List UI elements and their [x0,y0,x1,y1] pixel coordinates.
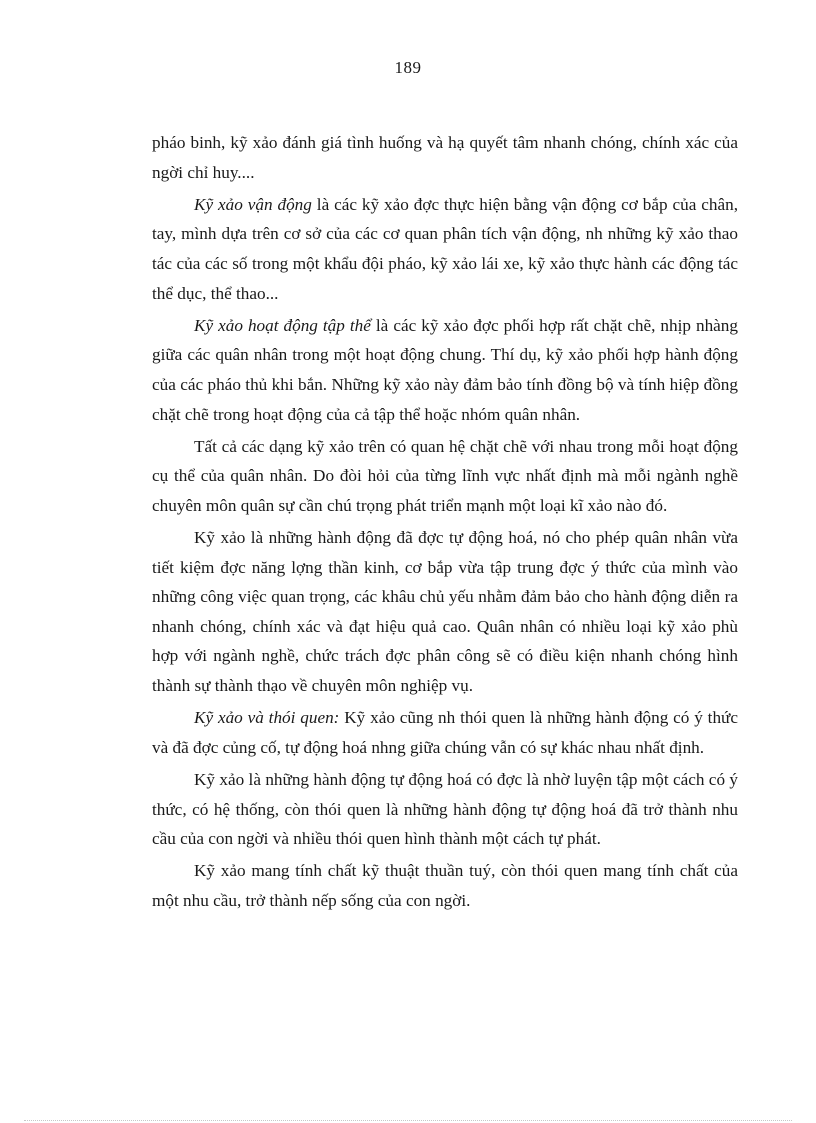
paragraph-1: pháo binh, kỹ xảo đánh giá tình huống và hạ quyết tâm nhanh chóng, chính xác của ngời chỉ huy.... [152,133,738,182]
paragraph-4: Tất cả các dạng kỹ xảo trên có quan hệ chặt chẽ với nhau trong mỗi hoạt động cụ thể của quân nhân. Do đòi hỏi của từng lĩnh vực nhất định mà mỗi ngành nghề chuyên môn quân sự cần chú trọng phát triển mạnh một loại kĩ xảo nào đó. [152,436,738,515]
paragraph-lead-italic: Kỹ xảo và thói quen: [194,708,340,728]
paragraph-8: Kỹ xảo mang tính chất kỹ thuật thuần tuý, còn thói quen mang tính chất của một nhu cầu, trở thành nếp sống của con ngời. [152,861,738,910]
paragraph-2: Kỹ xảo vận động là các kỹ xảo đợc thực hiện bằng vận động cơ bắp của chân, tay, mình dựa trên cơ sở của các cơ quan phân tích vận động, nh những kỹ xảo thao tác của các số trong một khẩu đội pháo, kỹ xảo lái xe, kỹ xảo thực hành các động tác thể dục, thể thao... [152,194,738,303]
paragraph-5: Kỹ xảo là những hành động đã đợc tự động hoá, nó cho phép quân nhân vừa tiết kiệm đợc năng lợng thần kinh, cơ bắp vừa tập trung đợc ý thức của mình vào những công việc quan trọng, các khâu chủ yếu nhằm đảm bảo cho hành động diễn ra nhanh chóng, chính xác và đạt hiệu quả cao. Quân nhân có nhiều loại kỹ xảo phù hợp với ngành nghề, chức trách đợc phân công sẽ có điều kiện nhanh chóng hình thành sự thành thạo về chuyên môn nghiệp vụ. [152,528,738,696]
footer-divider [24,1120,792,1121]
paragraph-6: Kỹ xảo và thói quen: Kỹ xảo cũng nh thói quen là những hành động có ý thức và đã đợc củng cố, tự động hoá nhng giữa chúng vẫn có sự khác nhau nhất định. [152,708,738,757]
paragraph-lead-italic: Kỹ xảo hoạt động tập thể [194,315,371,335]
paragraph-3: Kỹ xảo hoạt động tập thể là các kỹ xảo đợc phối hợp rất chặt chẽ, nhịp nhàng giữa các quân nhân trong một hoạt động chung. Thí dụ, kỹ xảo phối hợp hành động của các pháo thủ khi bắn. Những kỹ xảo này đảm bảo tính đồng bộ và tính hiệp đồng chặt chẽ trong hoạt động của cả tập thể hoặc nhóm quân nhân. [152,315,738,424]
page-number: 189 [394,58,422,77]
body-text [152,128,738,918]
paragraph-7: Kỹ xảo là những hành động tự động hoá có đợc là nhờ luyện tập một cách có ý thức, có hệ thống, còn thói quen là những hành động tự động hoá đã trở thành nhu cầu của con ngời và nhiều thói quen hình thành một cách tự phát. [152,770,738,849]
paragraph-lead-italic: Kỹ xảo vận động [194,194,312,214]
